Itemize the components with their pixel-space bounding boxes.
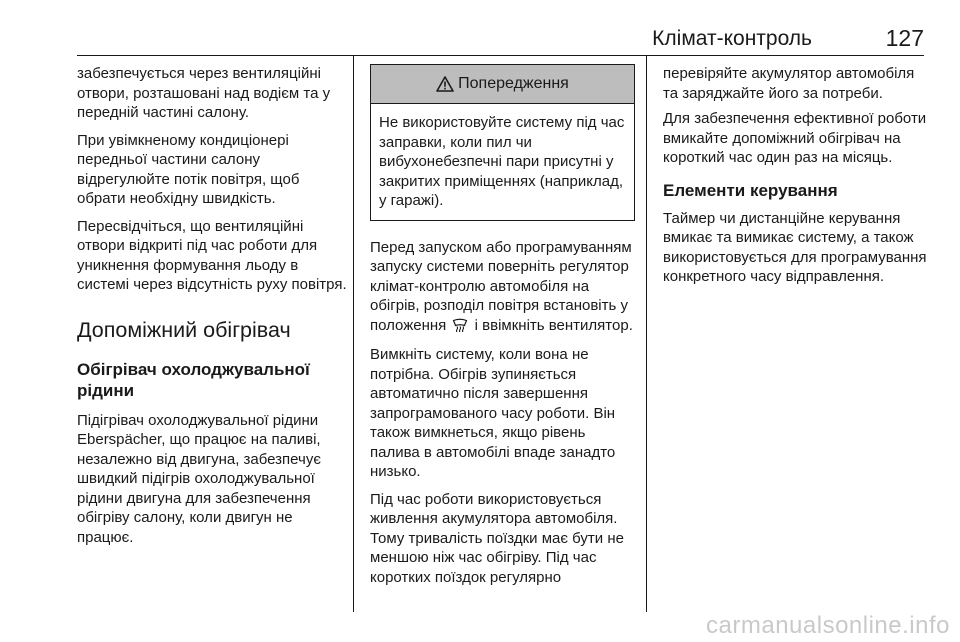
paragraph-text: і ввімкніть вентилятор.: [474, 316, 633, 334]
windshield-defrost-icon: [452, 318, 468, 338]
column-1: [77, 64, 352, 555]
warning-text: Не використовуйте систему під час заправки, коли пил чи вибухонебезпечні пари присутні у закритих приміщеннях (наприклад, у гаражі).: [379, 114, 625, 209]
paragraph: Підігрівач охолоджувальної рідини Eberspächer, що працює на паливі, незалежно від двигуна, забезпечує швидкий підігрів охолоджувальної рідини двигуна для забезпечення обігріву салону, коли двигун не працює.: [77, 411, 321, 546]
paragraph: [370, 238, 635, 338]
warning-triangle-icon: [436, 76, 454, 92]
paragraph: Під час роботи використовується живлення акумулятора автомобіля. Тому тривалість поїздки має бути не меншою ніж час обігріву. Під час коротких поїздок регулярно: [370, 490, 624, 586]
warning-header: [371, 65, 634, 104]
paragraph: перевіряйте акумулятор автомобіля та заряджайте його за потреби.: [663, 65, 915, 102]
section-heading: Елементи керування: [663, 180, 838, 200]
page-header-title: Клімат-контроль: [652, 27, 812, 50]
warning-title: Попередження: [458, 75, 569, 93]
column-3: [663, 64, 933, 293]
column-divider-2: [646, 56, 647, 612]
header-divider: [77, 55, 924, 56]
section-heading: Допоміжний обігрівач: [77, 317, 291, 342]
paragraph: Таймер чи дистанційне керування вмикає та вимикає систему, а також використовується для програмування конкретного часу відправлення.: [663, 209, 927, 285]
watermark: carmanualsonline.info: [706, 612, 950, 639]
paragraph: Пересвідчіться, що вентиляційні отвори відкриті під час роботи для уникнення формування льоду в системі через відсутність руху повітря.: [77, 217, 347, 293]
paragraph-text: Перед запуском або програмуванням запуску системи поверніть регулятор клімат-контролю автомобіля на обігрів, розподіл повітря встановіть у положення: [370, 238, 632, 334]
subsection-heading: Обігрівач охолоджувальної рідини: [77, 359, 310, 400]
column-2: [370, 64, 635, 595]
paragraph: Вимкніть систему, коли вона не потрібна. Обігрів зупиняється автоматично після завершення запрограмованого часу роботи. Він також вимкнеться, якщо рівень палива в автомобілі впаде занадто низько.: [370, 346, 616, 480]
page-number: 127: [885, 25, 924, 51]
paragraph: забезпечується через вентиляційні отвори, розташовані над водієм та у передній частині салону.: [77, 65, 331, 121]
paragraph: Для забезпечення ефективної роботи вмикайте допоміжний обігрівач на короткий час один раз на місяць.: [663, 110, 927, 166]
column-divider-1: [353, 56, 354, 612]
paragraph: При увімкненому кондиціонері передньої частини салону відрегулюйте потік повітря, щоб обрати необхідну швидкість.: [77, 131, 300, 207]
warning-box: [370, 64, 635, 221]
